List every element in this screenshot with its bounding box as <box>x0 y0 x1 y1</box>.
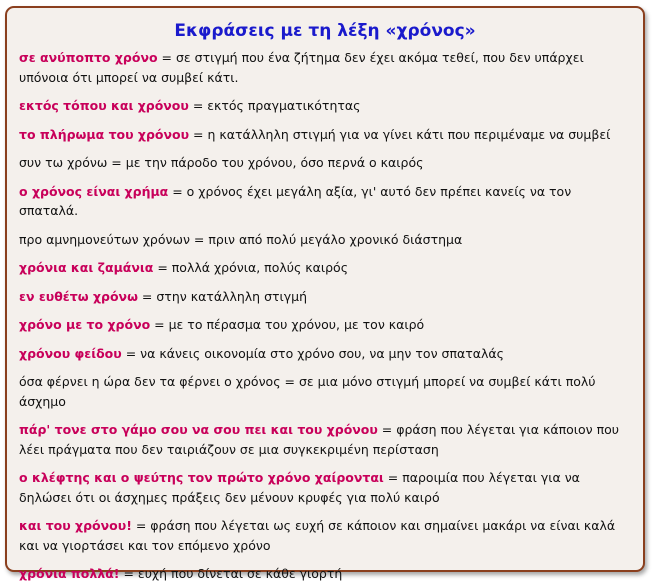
entry-term: ο κλέφτης και ο ψεύτης τον πρώτο χρόνο χαίρονται <box>19 470 384 485</box>
entry-term: χρόνο με το χρόνο <box>19 317 151 332</box>
entry <box>19 516 631 555</box>
entry-definition: προ αμνημονεύτων χρόνων = πριν από πολύ μεγάλο χρονικό διάστημα <box>19 231 463 247</box>
entry-definition: = πολλά χρόνια, πολύς καιρός <box>153 260 349 275</box>
entry-definition: = παροιμία που λέγεται για να δηλώσει ότι οι άσχημες πράξεις δεν μένουν κρυφές για πολύ καιρό <box>19 470 580 505</box>
entry-term: χρόνου φείδου <box>19 345 122 361</box>
panel-title: Εκφράσεις με τη λέξη «χρόνος» <box>174 21 476 41</box>
entry-term: και του χρόνου! <box>19 518 132 533</box>
entry-definition: συν τω χρόνω = με την πάροδο του χρόνου, όσο περνά ο καιρός <box>19 155 424 170</box>
entry-definition: όσα φέρνει η ώρα δεν τα φέρνει ο χρόνος = σε μια μόνο στιγμή μπορεί να συμβεί κάτι πολύ άσχημο <box>19 374 596 409</box>
entry <box>19 287 631 307</box>
entry-definition: = η κατάλληλη στιγμή για να γίνει κάτι που περιμέναμε να συμβεί <box>189 126 611 142</box>
entry-definition: = εκτός πραγματικότητας <box>188 98 361 113</box>
entry <box>19 182 631 221</box>
entry-definition: = φράση που λέγεται ως ευχή σε κάποιον και σημαίνει μακάρι να είναι καλά και να γιορτάσει και τον επόμενο χρόνο <box>19 518 616 553</box>
entry-term: χρόνια και ζαμάνια <box>19 260 154 275</box>
entry-definition: = σε στιγμή που ένα ζήτημα δεν έχει ακόμα τεθεί, που δεν υπάρχει υπόνοια ότι μπορεί να συμβεί κάτι. <box>19 50 584 85</box>
entry-definition: = να κάνεις οικονομία στο χρόνο σου, να μην τον σπαταλάς <box>121 345 504 361</box>
entry <box>19 96 631 116</box>
entry-definition: = με το πέρασμα του χρόνου, με τον καιρό <box>150 317 425 332</box>
entry <box>19 420 631 459</box>
entry <box>19 344 631 364</box>
entry-term: χρόνια πολλά! <box>19 566 120 581</box>
entry-definition: = στην κατάλληλη στιγμή <box>137 288 308 304</box>
entry <box>19 153 631 173</box>
entry-term: εκτός τόπου και χρόνου <box>19 98 189 113</box>
entry <box>19 315 631 335</box>
entry-term: το πλήρωμα του χρόνου <box>19 126 190 142</box>
entry-term: πάρ' τονε στο γάμο σου να σου πει και του χρόνου <box>19 422 378 437</box>
entry-definition: = ευχή που δίνεται σε κάθε γιορτή <box>119 566 343 581</box>
entry <box>19 48 631 87</box>
entry-term: ο χρόνος είναι χρήμα <box>19 183 169 199</box>
entry-definition: = φράση που λέγεται για κάποιον που λέει πράγματα που δεν ταιριάζουν σε μια συγκεκριμένη περίσταση <box>19 422 620 457</box>
entry <box>19 125 631 145</box>
entry <box>19 230 631 250</box>
entry <box>19 372 631 411</box>
entry-definition: = ο χρόνος έχει μεγάλη αξία, γι' αυτό δεν πρέπει κανείς να τον σπαταλά. <box>19 183 572 218</box>
expressions-panel <box>5 6 645 581</box>
entry-term: εν ευθέτω χρόνω <box>19 288 138 304</box>
entry <box>19 468 631 507</box>
entry <box>19 258 631 278</box>
entry-term: σε ανύποπτο χρόνο <box>19 50 158 65</box>
